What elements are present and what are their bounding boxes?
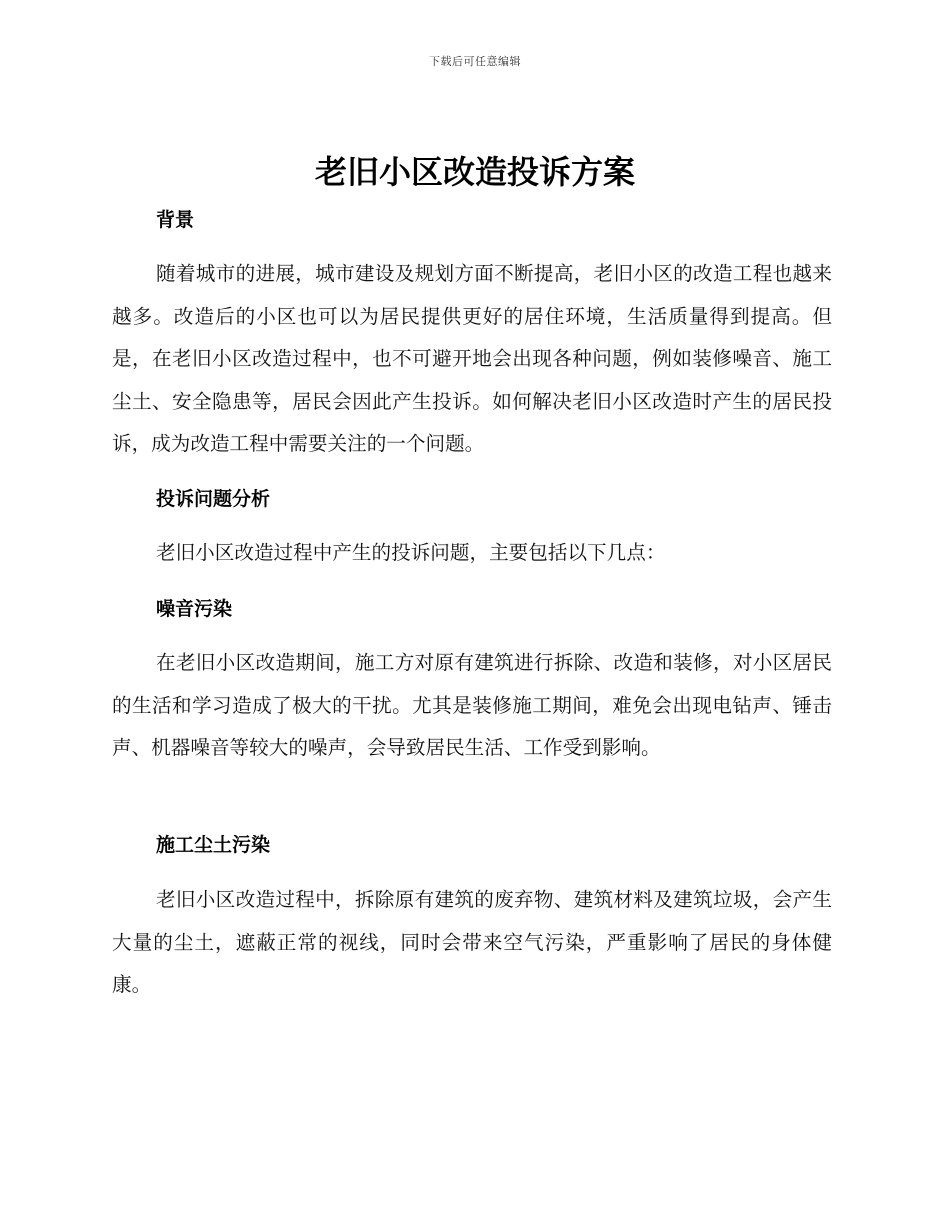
section-heading-dust: 施工尘土污染 <box>156 834 271 856</box>
paragraph-analysis: 老旧小区改造过程中产生的投诉问题，主要包括以下几点： <box>156 541 666 564</box>
page-header: 下载后可任意编辑 <box>429 55 521 68</box>
paragraph-dust: 老旧小区改造过程中，拆除原有建筑的废弃物、建筑材料及建筑垃圾，会产生大量的尘土，遮蔽正常的视线，同时会带来空气污染，严重影响了居民的身体健康。 <box>112 888 832 996</box>
paragraph-background: 随着城市的进展，城市建设及规划方面不断提高，老旧小区的改造工程也越来越多。改造后的小区也可以为居民提供更好的居住环境，生活质量得到提高。但是，在老旧小区改造过程中，也不可避开地会出现各种问题，例如装修噪音、施工尘土、安全隐患等，居民会因此产生投诉。如何解决老旧小区改造时产生的居民投诉，成为改造工程中需要关注的一个问题。 <box>112 262 832 455</box>
paragraph-noise: 在老旧小区改造期间，施工方对原有建筑进行拆除、改造和装修，对小区居民的生活和学习造成了极大的干扰。尤其是装修施工期间，难免会出现电钻声、锤击声、机器噪音等较大的噪声，会导致居民生活、工作受到影响。 <box>112 651 832 759</box>
section-heading-noise: 噪音污染 <box>156 598 233 620</box>
document-title: 老旧小区改造投诉方案 <box>314 153 635 191</box>
section-heading-analysis: 投诉问题分析 <box>156 488 271 510</box>
section-heading-background: 背景 <box>156 209 195 231</box>
